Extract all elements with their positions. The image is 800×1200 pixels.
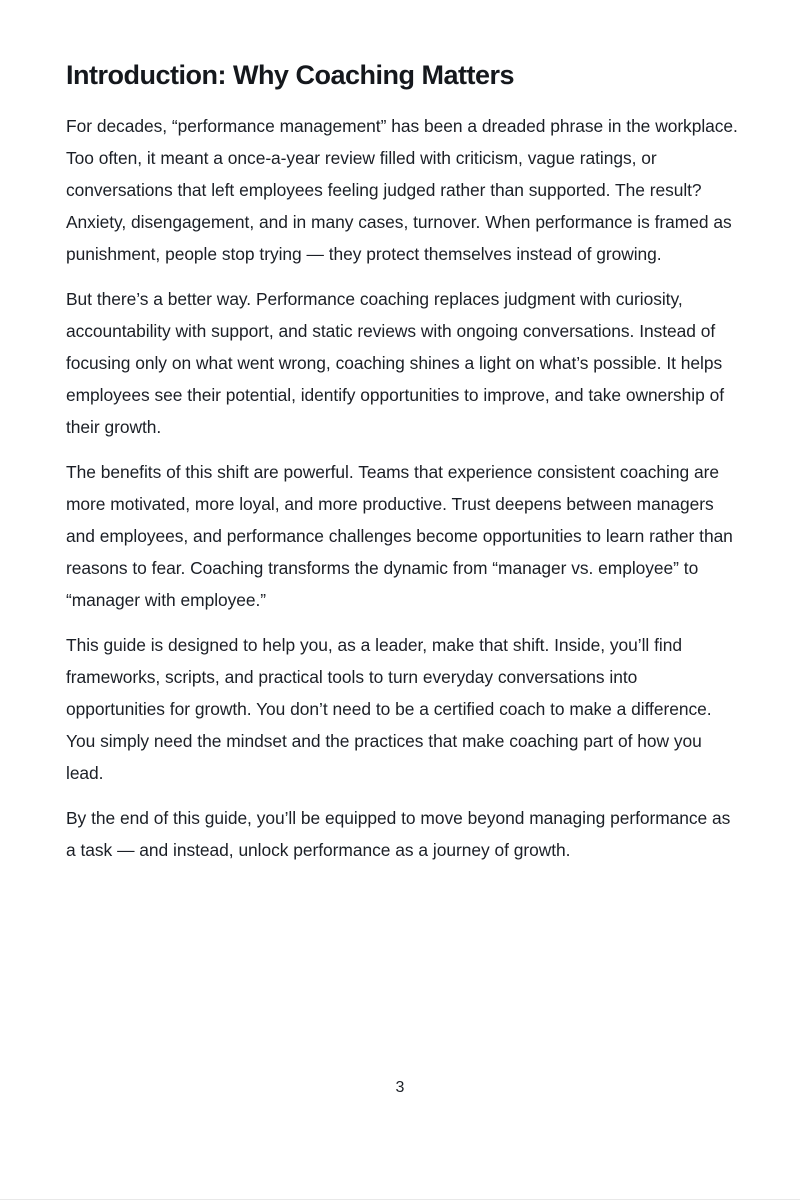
body-paragraph: But there’s a better way. Performance coaching replaces judgment with curiosity, accountability with support, and static reviews with ongoing conversations. Instead of focusing only on what went wrong, coaching shines a light on what’s possible. It helps employees see their potential, identify opportunities to improve, and take ownership of their growth. <box>66 289 724 437</box>
body-paragraph: The benefits of this shift are powerful. Teams that experience consistent coaching are more motivated, more loyal, and more productive. Trust deepens between managers and employees, and performance challenges become opportunities to learn rather than reasons to fear. Coaching transforms the dynamic from “manager vs. employee” to “manager with employee.” <box>66 462 733 610</box>
body-paragraph: For decades, “performance management” has been a dreaded phrase in the workplace. Too often, it meant a once-a-year review filled with criticism, vague ratings, or conversations that left employees feeling judged rather than supported. The result? Anxiety, disengagement, and in many cases, turnover. When performance is framed as punishment, people stop trying — they protect themselves instead of growing. <box>66 116 738 264</box>
page-number: 3 <box>395 1079 405 1096</box>
body-paragraph: This guide is designed to help you, as a leader, make that shift. Inside, you’ll find frameworks, scripts, and practical tools to turn everyday conversations into opportunities for growth. You don’t need to be a certified coach to make a difference. You simply need the mindset and the practices that make coaching part of how you lead. <box>66 635 712 783</box>
page-content <box>66 58 738 866</box>
page-title: Introduction: Why Coaching Matters <box>66 60 514 90</box>
body-paragraph: By the end of this guide, you’ll be equipped to move beyond managing performance as a task — and instead, unlock performance as a journey of growth. <box>66 808 731 860</box>
